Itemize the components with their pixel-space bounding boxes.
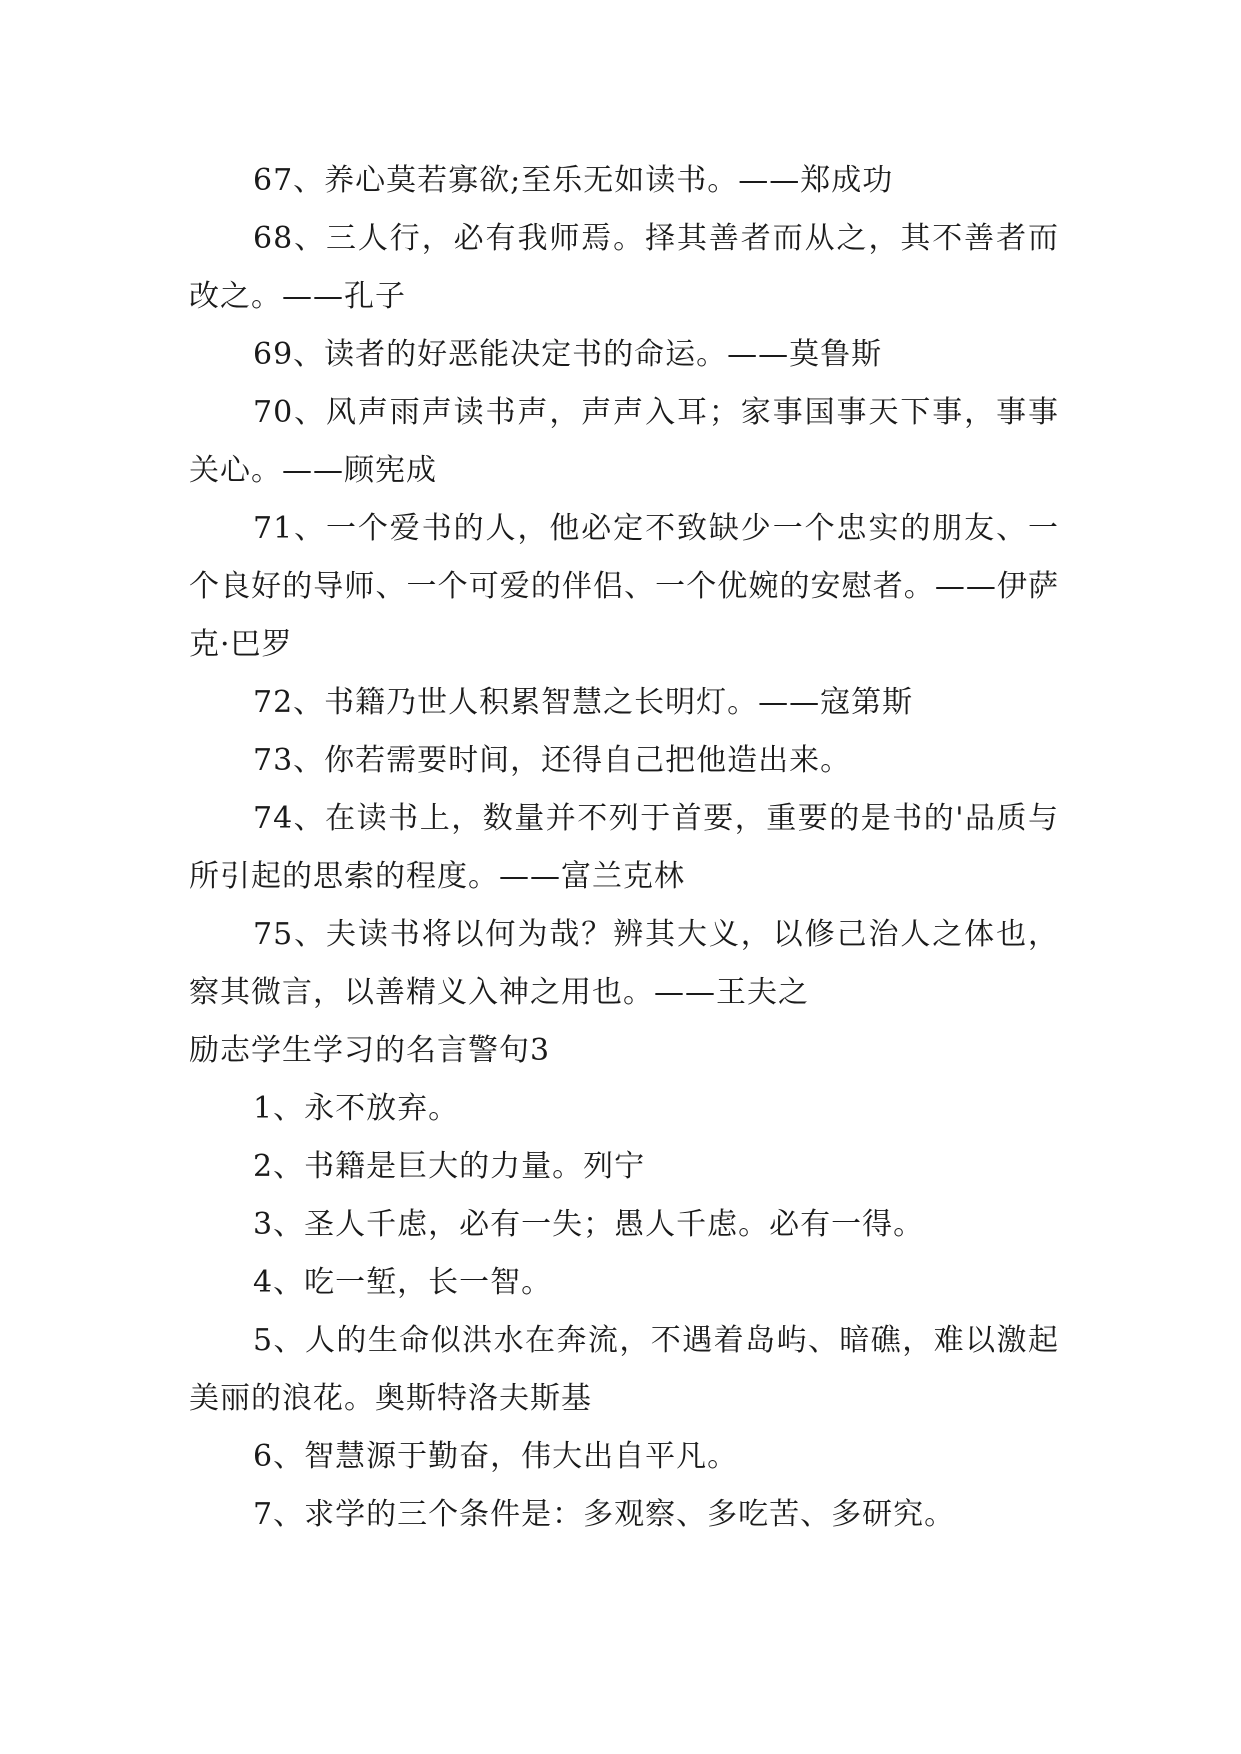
quote-2: 2、书籍是巨大的力量。列宁 — [253, 1149, 646, 1184]
quote-75: 75、夫读书将以何为哉？辨其大义，以修己治人之体也，察其微言，以善精义入神之用也。——王夫之 — [189, 917, 1059, 1010]
quote-6: 6、智慧源于勤奋，伟大出自平凡。 — [253, 1439, 739, 1474]
quote-67: 67、养心莫若寡欲;至乐无如读书。——郑成功 — [253, 163, 894, 198]
quote-70: 70、风声雨声读书声，声声入耳；家事国事天下事，事事关心。——顾宪成 — [189, 395, 1059, 488]
quote-72: 72、书籍乃世人积累智慧之长明灯。——寇第斯 — [253, 685, 914, 720]
document-page — [189, 152, 1059, 1544]
quote-5: 5、人的生命似洪水在奔流，不遇着岛屿、暗礁，难以激起美丽的浪花。奥斯特洛夫斯基 — [189, 1323, 1059, 1416]
quote-7: 7、求学的三个条件是：多观察、多吃苦、多研究。 — [253, 1497, 956, 1532]
quote-69: 69、读者的好恶能决定书的命运。——莫鲁斯 — [253, 337, 883, 372]
quote-68: 68、三人行，必有我师焉。择其善者而从之，其不善者而改之。——孔子 — [189, 221, 1059, 314]
quote-4: 4、吃一堑，长一智。 — [253, 1265, 553, 1300]
quote-3: 3、圣人千虑，必有一失；愚人千虑。必有一得。 — [253, 1207, 925, 1242]
quote-73: 73、你若需要时间，还得自己把他造出来。 — [253, 743, 852, 778]
section-heading: 励志学生学习的名言警句3 — [189, 1033, 551, 1068]
quote-74: 74、在读书上，数量并不列于首要，重要的是书的'品质与所引起的思索的程度。——富兰克林 — [189, 801, 1059, 894]
quote-71: 71、一个爱书的人，他必定不致缺少一个忠实的朋友、一个良好的导师、一个可爱的伴侣、一个优婉的安慰者。——伊萨克·巴罗 — [189, 511, 1059, 662]
quote-1: 1、永不放弃。 — [253, 1091, 460, 1126]
